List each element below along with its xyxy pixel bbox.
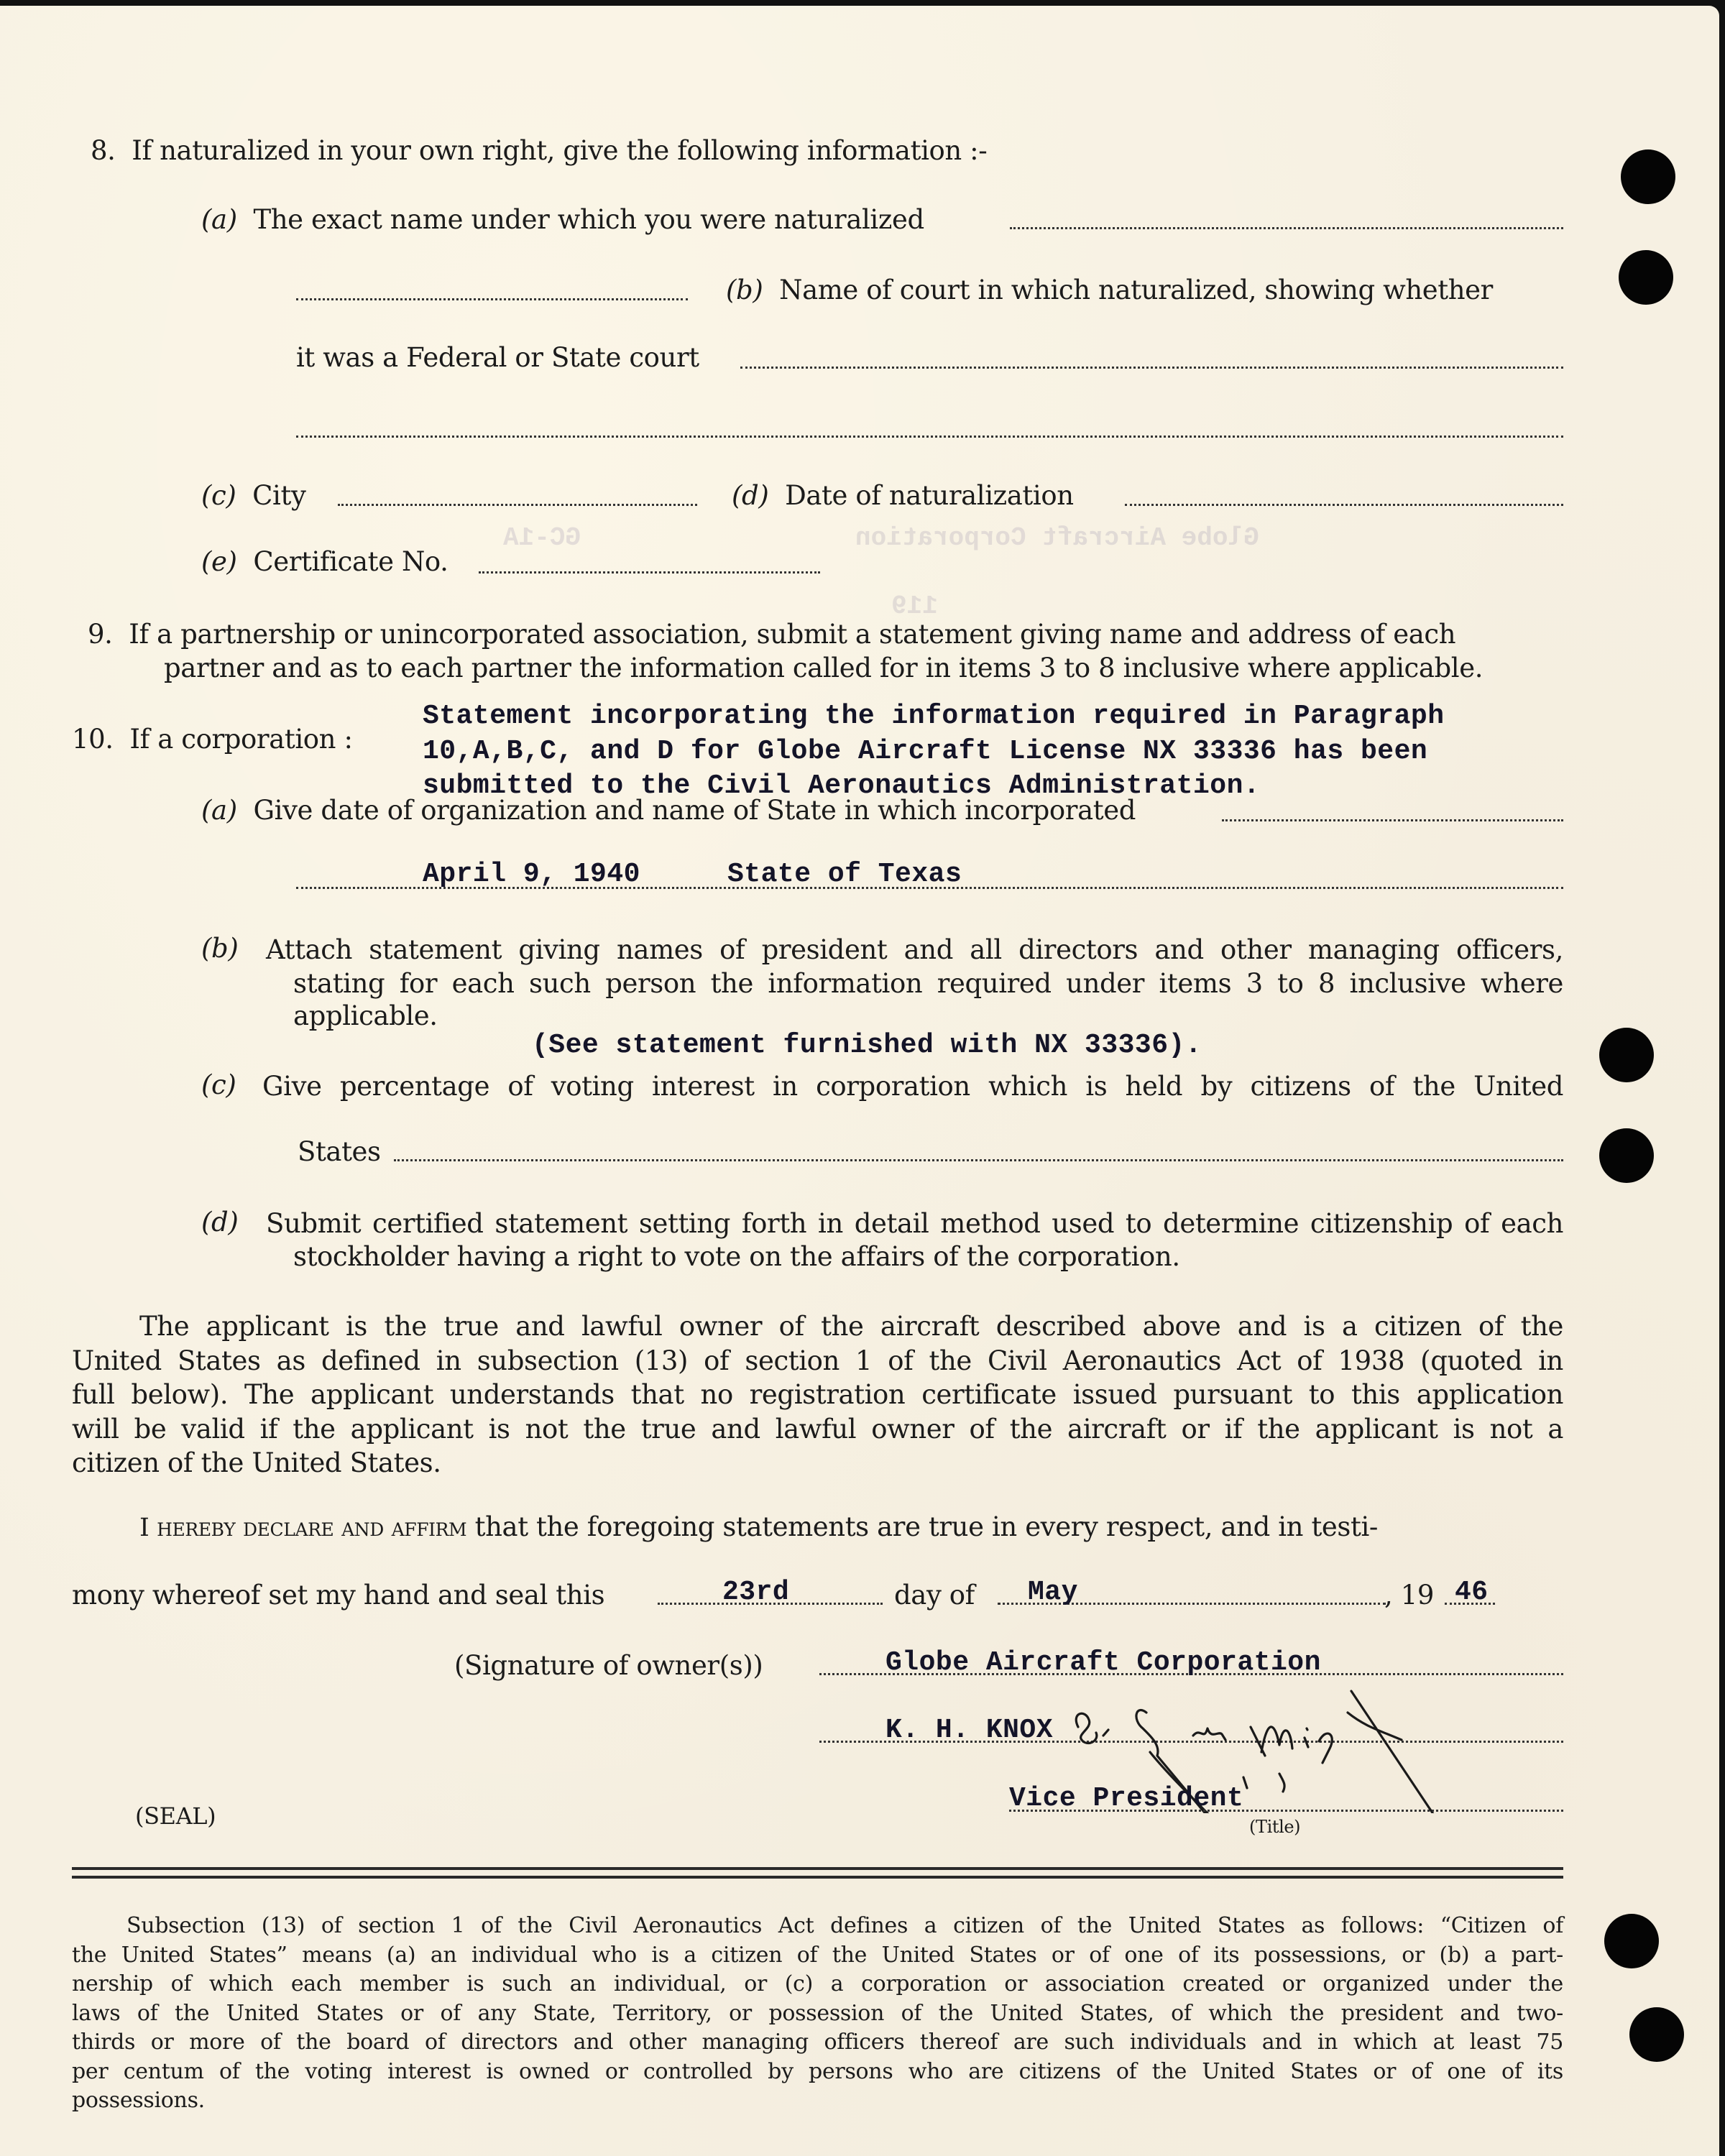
title-value: Vice President xyxy=(1009,1783,1244,1814)
naturalized-name-field-cont[interactable] xyxy=(296,298,688,300)
item10-b-typed: (See statement furnished with NX 33336). xyxy=(532,1030,1202,1061)
item10-a-label: (a) Give date of organization and name of State in which incorporated xyxy=(201,795,1136,826)
item8-title xyxy=(91,135,987,167)
item-number: 8. xyxy=(91,135,116,166)
affirmation-paragraph: The applicant is the true and lawful owner of the aircraft described above and is a citizen of the United States as defined in subsection (13) of section 1 of the Civil Aeronautics Act of 1938 (quoted in full below). The applicant understands that no registration certificate issued pursuant to this application will be valid if the applicant is not the true and lawful owner of the aircraft or if the applicant is not a citizen of the United States. xyxy=(72,1311,1563,1478)
year-value: 46 xyxy=(1455,1577,1489,1608)
court-name-field[interactable] xyxy=(740,367,1563,369)
item8-d-label: (d) Date of naturalization xyxy=(732,480,1074,511)
item10-c-text: Give percentage of voting interest in corporation which is held by citizens of the United xyxy=(262,1071,1563,1102)
document-page xyxy=(0,6,1719,2156)
footnote-paragraph: Subsection (13) of section 1 of the Civil Aeronautics Act defines a citizen of the United States as follows: “Citizen of the United States” means (a) an individual who is a citizen of the United States or of one of its possessions, or (b) a part- nership of which each member is such an individual, or (c) a corporation or association created or organized under the laws of the United States or of any State, Territory, or possession of the United States, of which the president and two- thirds or more of the board of directors and other managing officers thereof are such individuals and in which at least 75 per centum of the voting interest is owned or controlled by persons who are citizens of the United States or of one of its possessions. xyxy=(72,1913,1563,2113)
punch-hole xyxy=(1619,250,1673,305)
month-value: May xyxy=(1028,1577,1078,1608)
bleed-through-text: GC-1A xyxy=(503,523,581,553)
item8-b-label: (b) Name of court in which naturalized, showing whether xyxy=(726,275,1493,305)
day-of-label: day of xyxy=(894,1580,975,1611)
seal-label: (SEAL) xyxy=(135,1802,216,1830)
punch-hole xyxy=(1621,149,1675,204)
item10-c-cont: States xyxy=(298,1136,381,1167)
punch-hole xyxy=(1599,1028,1654,1082)
item8-e-label: (e) Certificate No. xyxy=(201,546,448,577)
divider-rule xyxy=(72,1876,1563,1879)
incorporation-date-value: April 9, 1940 xyxy=(423,859,640,890)
typed-statement-line: Statement incorporating the information required in Paragraph xyxy=(423,701,1445,732)
naturalization-date-field[interactable] xyxy=(1125,504,1563,506)
item10-d-text: Submit certified statement setting forth in detail method used to determine citizenship of each xyxy=(266,1208,1563,1239)
year-prefix: , 19 xyxy=(1384,1580,1435,1611)
item8-b-cont: it was a Federal or State court xyxy=(296,342,699,373)
naturalized-name-field[interactable] xyxy=(1010,227,1563,229)
voting-percentage-field[interactable] xyxy=(394,1159,1563,1161)
day-value: 23rd xyxy=(722,1577,790,1608)
item10-b-text: applicable. xyxy=(293,1000,438,1031)
punch-hole xyxy=(1604,1914,1659,1968)
title-caption: (Title) xyxy=(1249,1817,1301,1837)
certificate-number-field[interactable] xyxy=(479,571,820,573)
bleed-through-text: 119 xyxy=(891,591,938,621)
item10-d-label: (d) xyxy=(201,1207,239,1238)
incorporation-state-value: State of Texas xyxy=(727,859,962,890)
item8-a-label: (a) The exact name under which you were naturalized xyxy=(201,204,924,235)
punch-hole xyxy=(1599,1128,1654,1183)
signer-name-value: K. H. KNOX xyxy=(886,1715,1054,1746)
typed-statement-line: 10,A,B,C, and D for Globe Aircraft License NX 33336 has been xyxy=(423,736,1428,767)
item10-b-text: Attach statement giving names of president and all directors and other managing officers, xyxy=(266,934,1563,965)
bleed-through-text: Globe Aircraft Corporation xyxy=(855,523,1259,553)
item10-label: 10. If a corporation : xyxy=(72,724,353,755)
item10-d-text: stockholder having a right to vote on the affairs of the corporation. xyxy=(293,1241,1180,1272)
item10-b-text: stating for each such person the information required under items 3 to 8 inclusive where xyxy=(293,968,1563,999)
item9-line2: partner and as to each partner the information called for in items 3 to 8 inclusive where applicable. xyxy=(164,653,1484,683)
typed-statement-line: submitted to the Civil Aeronautics Administration. xyxy=(423,770,1261,801)
declaration-line1: I hereby declare and affirm that the foregoing statements are true in every respect, and in testi- xyxy=(139,1511,1379,1542)
punch-hole xyxy=(1629,2007,1684,2062)
item-title: If naturalized in your own right, give the following information :- xyxy=(132,135,988,166)
declaration-line2: mony whereof set my hand and seal this xyxy=(72,1580,605,1611)
item10-b-label: (b) xyxy=(201,933,239,964)
divider-rule xyxy=(72,1867,1563,1870)
signature-label: (Signature of owner(s)) xyxy=(454,1650,763,1681)
owner-name-value: Globe Aircraft Corporation xyxy=(886,1647,1321,1678)
incorporation-field[interactable] xyxy=(1222,819,1563,821)
item10-c-label: (c) xyxy=(201,1069,236,1100)
item8-c-label: (c) City xyxy=(201,480,306,511)
city-field[interactable] xyxy=(338,504,697,506)
item9-line1: 9. If a partnership or unincorporated association, submit a statement giving name and address of each xyxy=(88,619,1456,650)
court-name-field-cont[interactable] xyxy=(296,436,1563,438)
